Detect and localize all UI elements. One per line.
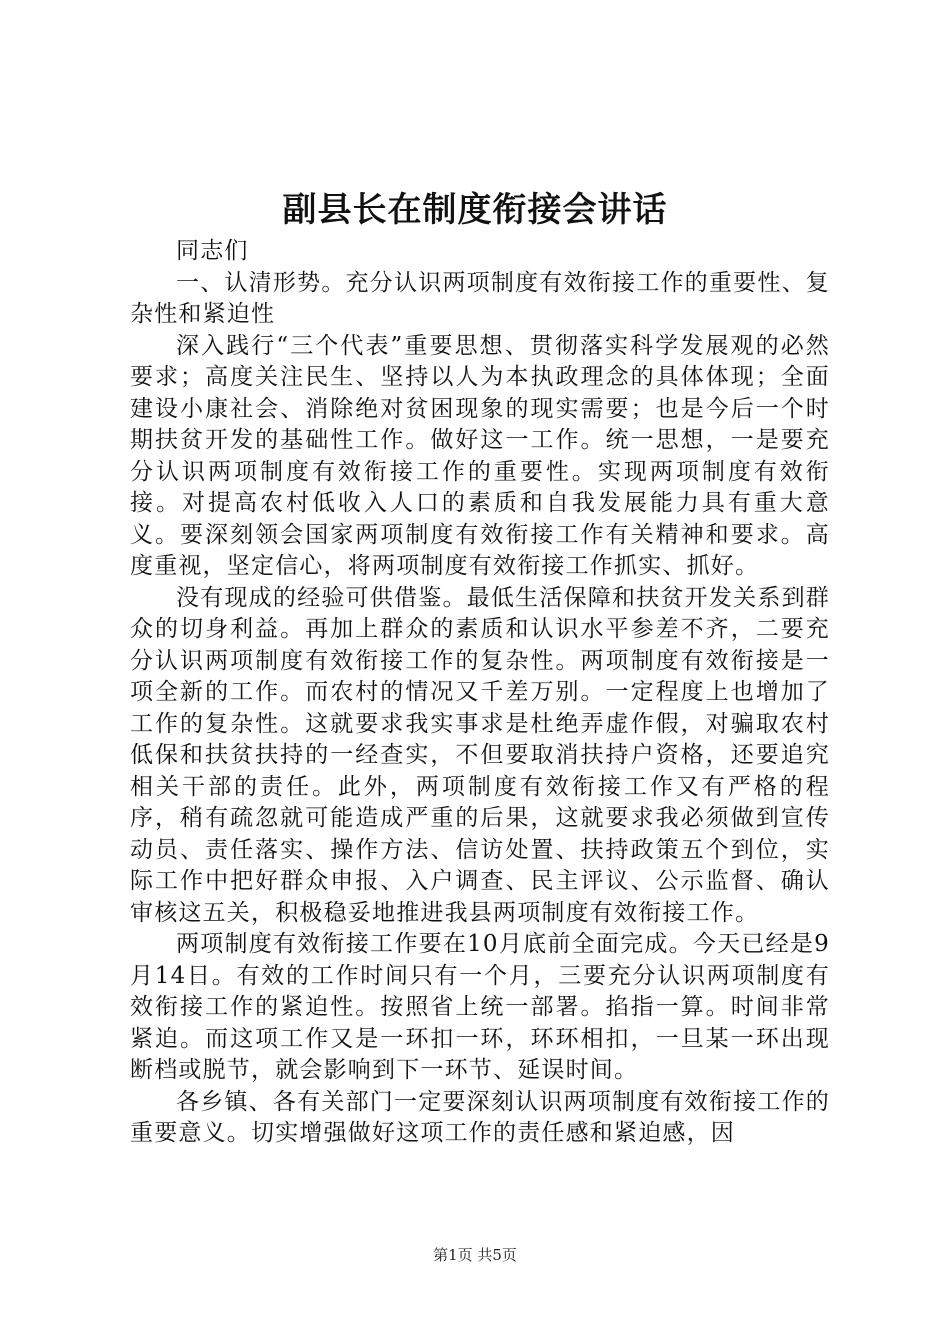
page-number-footer: 第1页 共5页 [433, 1246, 517, 1264]
body-paragraph: 没有现成的经验可供借鉴。最低生活保障和扶贫开发关系到群众的切身利益。再加上群众的素质和认识水平参差不齐，二要充分认识两项制度有效衔接工作的复杂性。两项制度有效衔接是一项全新的工作。而农村的情况又千差万别。一定程度上也增加了工作的复杂性。这就要求我实事求是杜绝弄虚作假，对骗取农村低保和扶贫扶持的一经查实，不但要取消扶持户资格，还要追究相关干部的责任。此外，两项制度有效衔接工作又有严格的程序，稍有疏忽就可能造成严重的后果，这就要求我必须做到宣传动员、责任落实、操作方法、信访处置、扶持政策五个到位，实际工作中把好群众申报、入户调查、民主评议、公示监督、确认审核这五关，积极稳妥地推进我县两项制度有效衔接工作。 [130, 584, 830, 926]
body-paragraph: 深入践行“三个代表”重要思想、贯彻落实科学发展观的必然要求；高度关注民生、坚持以人为本执政理念的具体体现；全面建设小康社会、消除绝对贫困现象的现实需要；也是今后一个时期扶贫开发的基础性工作。做好这一工作。统一思想，一是要充分认识两项制度有效衔接工作的重要性。实现两项制度有效衔接。对提高农村低收入人口的素质和自我发展能力具有重大意义。要深刻领会国家两项制度有效衔接工作有关精神和要求。高度重视，坚定信心，将两项制度有效衔接工作抓实、抓好。 [130, 332, 830, 579]
body-paragraph: 各乡镇、各有关部门一定要深刻认识两项制度有效衔接工作的重要意义。切实增强做好这项工作的责任感和紧迫感，因 [130, 1088, 830, 1146]
salutation-paragraph: 同志们 [176, 238, 249, 264]
document-title: 副县长在制度衔接会讲话 [282, 190, 668, 230]
body-paragraph: 两项制度有效衔接工作要在10月底前全面完成。今天已经是9月14日。有效的工作时间只有一个月，三要充分认识两项制度有效衔接工作的紧迫性。按照省上统一部署。掐指一算。时间非常紧迫。而这项工作又是一环扣一环，环环相扣，一旦某一环出现断档或脱节，就会影响到下一环节、延误时间。 [130, 931, 830, 1083]
document-body [130, 236, 830, 1150]
section-heading-paragraph: 一、认清形势。充分认识两项制度有效衔接工作的重要性、复杂性和紧迫性 [130, 269, 830, 327]
